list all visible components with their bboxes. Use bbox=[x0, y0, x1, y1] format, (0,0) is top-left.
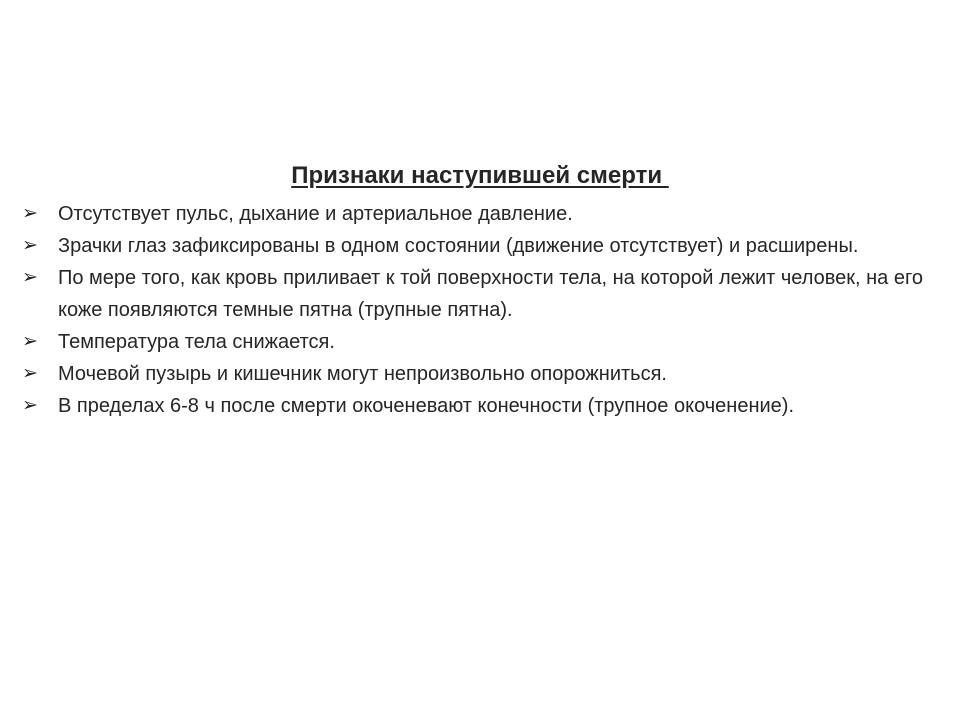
bullet-text: Мочевой пузырь и кишечник могут непроизвольно опорожниться. bbox=[58, 363, 667, 385]
list-item bbox=[20, 390, 940, 422]
bullet-text: В пределах 6-8 ч после смерти окоченевают конечности (трупное окоченение). bbox=[58, 395, 795, 417]
bullet-text: Зрачки глаз зафиксированы в одном состоянии (движение отсутствует) и расширены. bbox=[58, 235, 859, 257]
bullet-text: Отсутствует пульс, дыхание и артериальное давление. bbox=[58, 203, 573, 225]
arrowhead-bullet-icon: ➢ bbox=[22, 203, 38, 224]
bullet-text: Температура тела снижается. bbox=[58, 331, 335, 353]
slide-title: Признаки наступившей смерти bbox=[291, 162, 669, 189]
list-item bbox=[20, 358, 940, 390]
list-item bbox=[20, 326, 940, 358]
arrowhead-bullet-icon: ➢ bbox=[22, 267, 38, 288]
list-item bbox=[20, 198, 940, 230]
arrowhead-bullet-icon: ➢ bbox=[22, 235, 38, 256]
arrowhead-bullet-icon: ➢ bbox=[22, 395, 38, 416]
list-item bbox=[20, 230, 940, 262]
bullet-list bbox=[20, 198, 940, 422]
list-item bbox=[20, 262, 940, 326]
bullet-text: По мере того, как кровь приливает к той поверхности тела, на которой лежит человек, на его коже появляются темные пятна (трупные пятна). bbox=[58, 267, 923, 321]
arrowhead-bullet-icon: ➢ bbox=[22, 331, 38, 352]
arrowhead-bullet-icon: ➢ bbox=[22, 363, 38, 384]
